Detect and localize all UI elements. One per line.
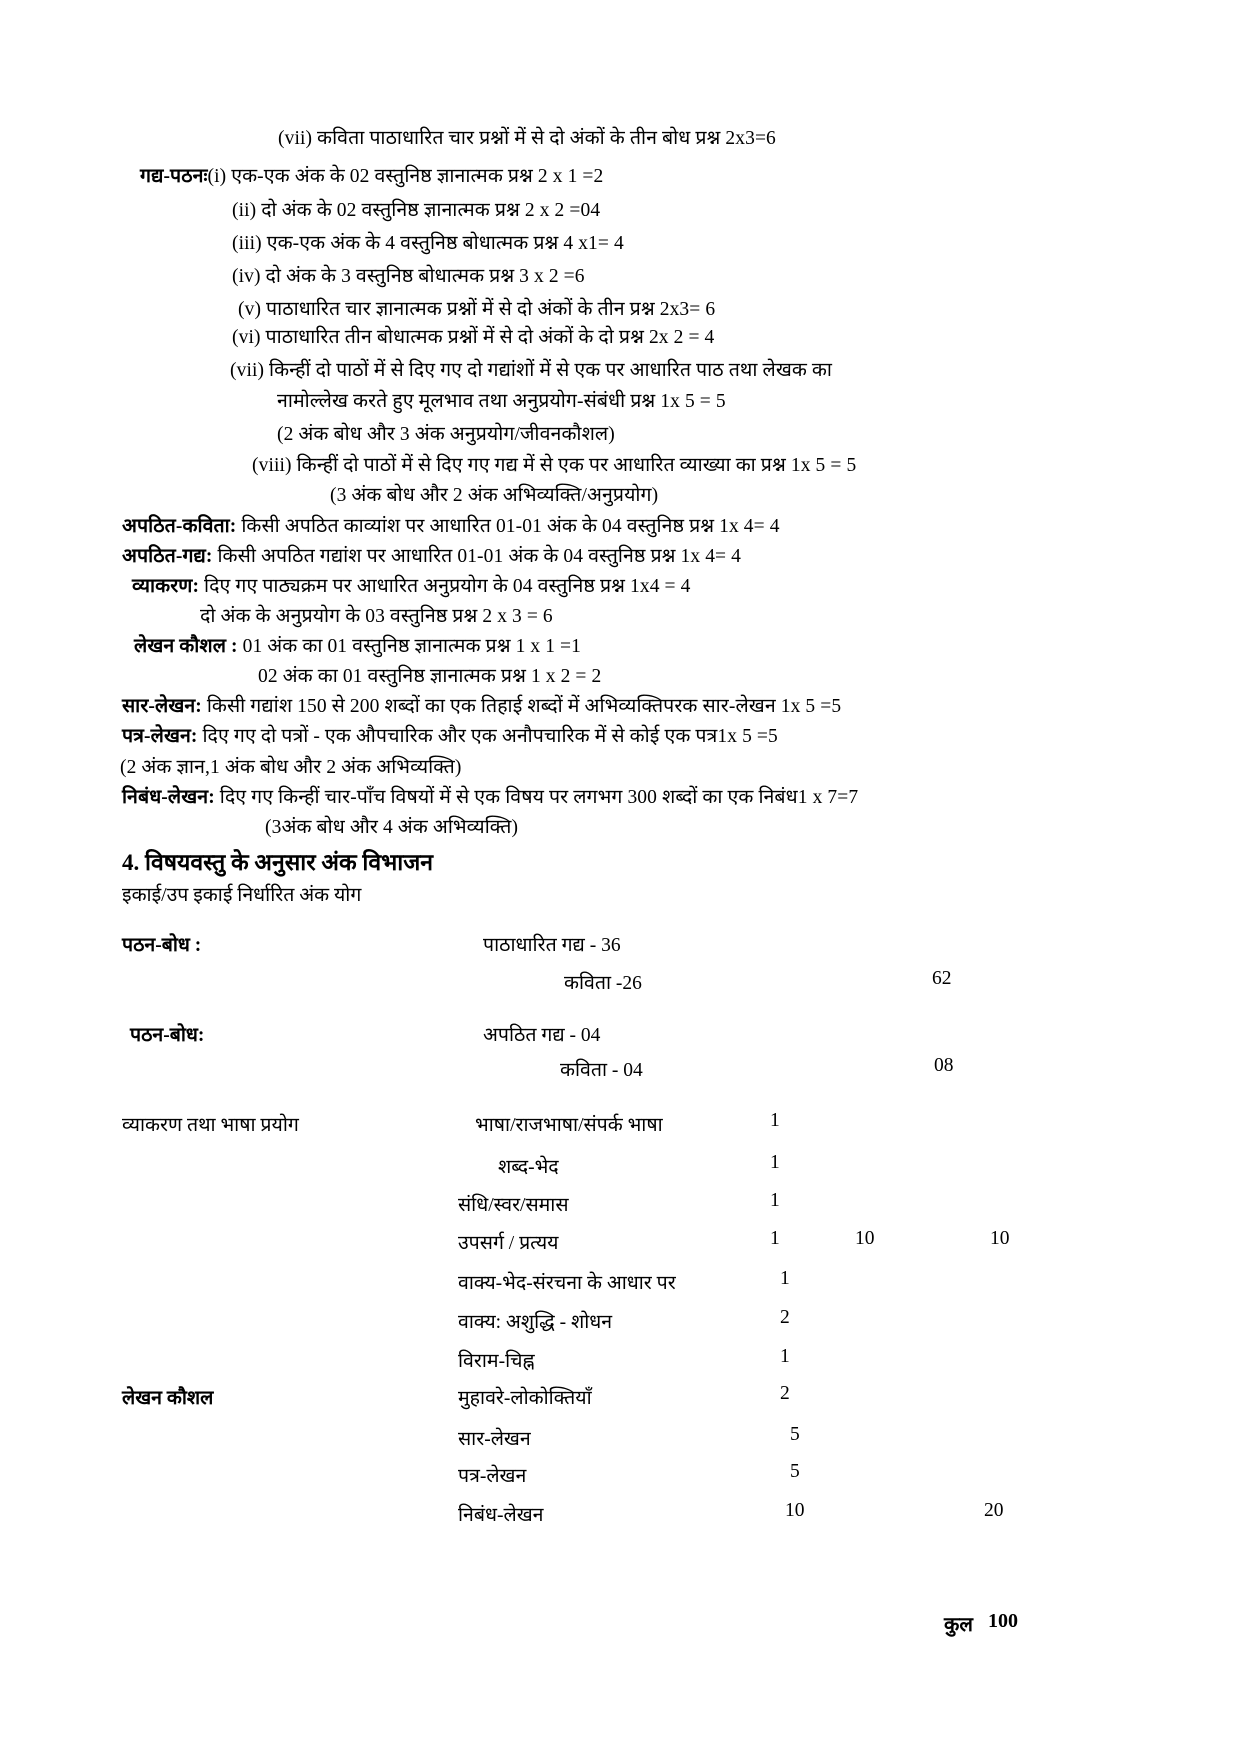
qp-line-vyakaran-2 [200, 606, 553, 628]
qp-line-text: (vi) पाठाधारित तीन बोधात्मक प्रश्नों में से दो अंकों के दो प्रश्न 2x 2 = 4 [232, 327, 715, 348]
marks-row-item: भाषा/राजभाषा/संपर्क भाषा [475, 1115, 663, 1136]
qp-line-gadya-pathan-vii-a [230, 360, 832, 382]
qp-line-patra-lekhan [122, 726, 778, 748]
qp-line-gadya-pathan-vii-b [277, 391, 726, 413]
section-4-heading: 4. विषयवस्तु के अनुसार अंक विभाजन [122, 850, 434, 875]
marks-row-marks: 5 [790, 1424, 800, 1445]
qp-line-gadya-pathan-viii [252, 455, 856, 477]
marks-row-marks: 1 [780, 1268, 790, 1289]
marks-row-subtotal: 10 [855, 1228, 875, 1249]
qp-line-text: 02 अंक का 01 वस्तुनिष्ठ ज्ञानात्मक प्रश्न 1 x 2 = 2 [258, 666, 602, 687]
qp-line-text: (2 अंक बोध और 3 अंक अनुप्रयोग/जीवनकौशल) [277, 424, 615, 445]
qp-line-text: दो अंक के अनुप्रयोग के 03 वस्तुनिष्ठ प्रश्न 2 x 3 = 6 [200, 606, 553, 627]
qp-line-lekhan-kaushal-2 [258, 666, 601, 688]
marks-row-item: कविता - 04 [560, 1060, 643, 1081]
marks-row-marks: 1 [770, 1152, 780, 1173]
marks-row-item: पाठाधारित गद्य - 36 [483, 935, 621, 956]
qp-line-text: 01 अंक का 01 वस्तुनिष्ठ ज्ञानात्मक प्रश्न 1 x 1 =1 [237, 636, 582, 657]
qp-line-apathit-kavita [122, 516, 780, 538]
qp-line-text: नामोल्लेख करते हुए मूलभाव तथा अनुप्रयोग-संबंधी प्रश्न 1x 5 = 5 [277, 391, 726, 412]
qp-line-text: (2 अंक ज्ञान,1 अंक बोध और 2 अंक अभिव्यक्ति) [120, 757, 462, 778]
marks-row-marks: 1 [770, 1228, 780, 1249]
qp-line-text: (3अंक बोध और 4 अंक अभिव्यक्ति) [265, 817, 519, 838]
marks-row-label: व्याकरण तथा भाषा प्रयोग [122, 1115, 299, 1136]
marks-row-item: शब्द-भेद [498, 1157, 559, 1178]
qp-line-text: (v) पाठाधारित चार ज्ञानात्मक प्रश्नों में से दो अंकों के तीन प्रश्न 2x3= 6 [238, 299, 716, 320]
marks-row-item: वाक्य-भेद-संरचना के आधार पर [458, 1273, 676, 1294]
qp-line-gadya-pathan-i [140, 166, 603, 188]
qp-line-text: दिए गए पाठ्यक्रम पर आधारित अनुप्रयोग के 04 वस्तुनिष्ठ प्रश्न 1x4 = 4 [199, 576, 691, 597]
qp-line-text: दिए गए किन्हीं चार-पाँच विषयों में से एक विषय पर लगभग 300 शब्दों का एक निबंध1 x 7=7 [214, 787, 859, 808]
qp-line-text: (vii) किन्हीं दो पाठों में से दिए गए दो गद्यांशों में से एक पर आधारित पाठ तथा लेखक का [230, 360, 833, 381]
marks-row-marks: 10 [785, 1500, 805, 1521]
qp-line-kavita-vii [278, 128, 776, 150]
qp-line-text: किसी गद्यांश 150 से 200 शब्दों का एक तिहाई शब्दों में अभिव्यक्तिपरक सार-लेखन 1x 5 =5 [201, 696, 842, 717]
marks-row-label: पठन-बोध : [122, 935, 202, 956]
marks-row-total: 62 [932, 968, 952, 989]
qp-line-gadya-pathan-v [238, 299, 715, 321]
qp-line-gadya-pathan-viii-note [330, 485, 658, 507]
qp-line-vyakaran [132, 576, 690, 598]
marks-row-item: उपसर्ग / प्रत्यय [458, 1233, 559, 1254]
grand-total-value: 100 [988, 1610, 1018, 1632]
qp-line-text: किसी अपठित काव्यांश पर आधारित 01-01 अंक के 04 वस्तुनिष्ठ प्रश्न 1x 4= 4 [236, 516, 780, 537]
qp-line-sar-lekhan [122, 696, 841, 718]
qp-line-text: (iv) दो अंक के 3 वस्तुनिष्ठ बोधात्मक प्रश्न 3 x 2 =6 [232, 266, 585, 287]
qp-line-nibandh-lekhan [122, 787, 858, 809]
qp-line-gadya-pathan-iv [232, 266, 585, 288]
marks-row-marks: 2 [780, 1307, 790, 1328]
qp-line-text: दिए गए दो पत्रों - एक औपचारिक और एक अनौपचारिक में से कोई एक पत्र1x 5 =5 [197, 726, 778, 747]
marks-row-item: मुहावरे-लोकोक्तियाँ [458, 1388, 592, 1409]
qp-line-apathit-gadya [122, 546, 741, 568]
marks-row-item: सार-लेखन [458, 1429, 531, 1450]
qp-line-text: (i) एक-एक अंक के 02 वस्तुनिष्ठ ज्ञानात्मक प्रश्न 2 x 1 =2 [207, 166, 604, 187]
qp-line-text: (3 अंक बोध और 2 अंक अभिव्यक्ति/अनुप्रयोग) [330, 485, 659, 506]
marks-row-marks: 1 [780, 1346, 790, 1367]
qp-line-gadya-pathan-vi [232, 327, 714, 349]
marks-row-item: पत्र-लेखन [458, 1466, 527, 1487]
qp-line-label: लेखन कौशल : [134, 636, 238, 657]
qp-line-text: (ii) दो अंक के 02 वस्तुनिष्ठ ज्ञानात्मक प्रश्न 2 x 2 =04 [232, 200, 601, 221]
marks-row-total: 08 [934, 1055, 954, 1076]
qp-line-label: गद्य-पठनः [140, 166, 208, 187]
qp-line-label: अपठित-गद्य: [122, 546, 213, 567]
marks-row-marks: 1 [770, 1190, 780, 1211]
qp-line-text: (viii) किन्हीं दो पाठों में से दिए गए गद्य में से एक पर आधारित व्याख्या का प्रश्न 1x 5 = 5 [252, 455, 857, 476]
marks-row-item: संधि/स्वर/समास [458, 1195, 569, 1216]
qp-line-gadya-pathan-iii [232, 233, 624, 255]
qp-line-label: पत्र-लेखन: [122, 726, 198, 747]
marks-row-marks: 5 [790, 1461, 800, 1482]
qp-line-patra-lekhan-note [120, 757, 461, 779]
qp-line-text: (vii) कविता पाठाधारित चार प्रश्नों में से दो अंकों के तीन बोध प्रश्न 2x3=6 [278, 128, 776, 149]
marks-row-item: कविता -26 [564, 973, 642, 994]
qp-line-label: व्याकरण: [132, 576, 200, 597]
qp-line-nibandh-lekhan-note [265, 817, 518, 839]
marks-row-total: 10 [990, 1228, 1010, 1249]
qp-line-text: किसी अपठित गद्यांश पर आधारित 01-01 अंक के 04 वस्तुनिष्ठ प्रश्न 1x 4= 4 [212, 546, 741, 567]
qp-line-gadya-pathan-vii-note [277, 424, 615, 446]
marks-row-marks: 1 [770, 1110, 780, 1131]
marks-row-marks: 2 [780, 1383, 790, 1404]
marks-row-item: वाक्य: अशुद्धि - शोधन [458, 1312, 613, 1333]
grand-total-label: कुल [944, 1614, 973, 1636]
qp-line-label: निबंध-लेखन: [122, 787, 215, 808]
marks-row-item: निबंध-लेखन [458, 1505, 544, 1526]
qp-line-label: सार-लेखन: [122, 696, 202, 717]
marks-row-label: पठन-बोध: [130, 1025, 205, 1046]
qp-line-text: (iii) एक-एक अंक के 4 वस्तुनिष्ठ बोधात्मक प्रश्न 4 x1= 4 [232, 233, 624, 254]
qp-line-lekhan-kaushal-1 [134, 636, 581, 658]
qp-line-gadya-pathan-ii [232, 200, 600, 222]
section-4-subheading: इकाई/उप इकाई निर्धारित अंक योग [122, 885, 362, 906]
marks-row-item: विराम-चिह्न [458, 1351, 535, 1372]
marks-row-total: 20 [984, 1500, 1004, 1521]
marks-row-label: लेखन कौशल [122, 1388, 214, 1409]
qp-line-label: अपठित-कविता: [122, 516, 237, 537]
marks-row-item: अपठित गद्य - 04 [483, 1025, 601, 1046]
